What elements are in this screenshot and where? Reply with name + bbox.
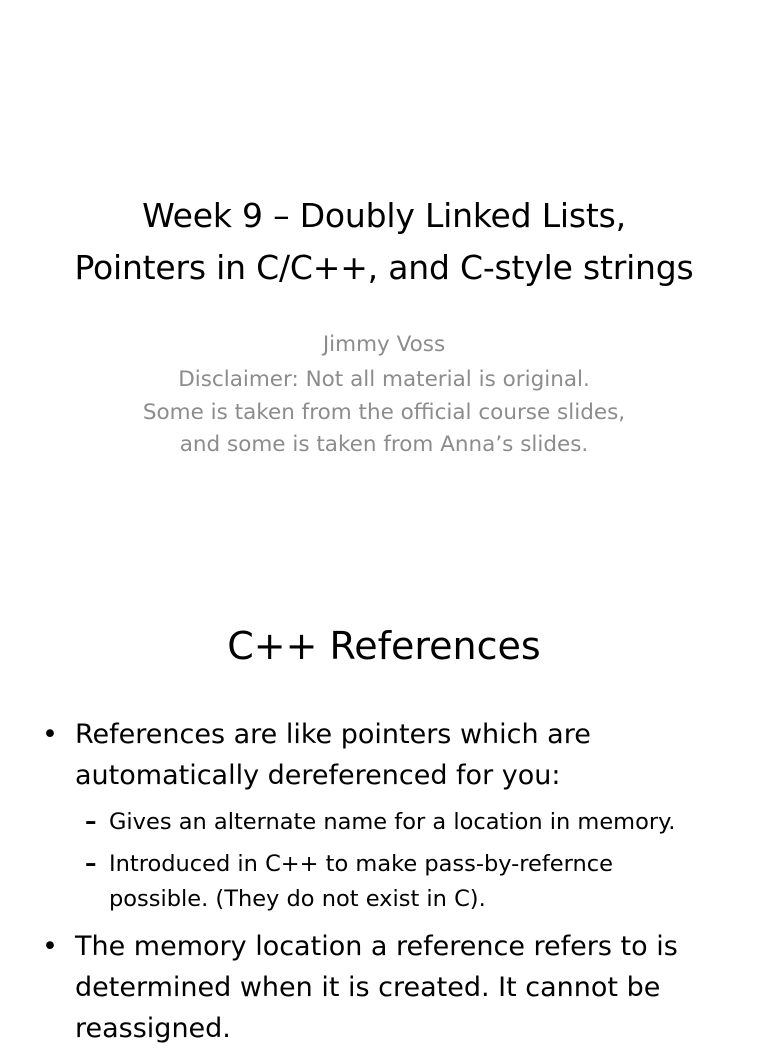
- sub-item-2-line-1: Introduced in C++ to make pass-by-refernce: [109, 851, 613, 877]
- slide-title-line-2: Pointers in C/C++, and C-style strings: [74, 248, 694, 287]
- sub-item-1-line-1: Gives an alternate name for a location in memory.: [109, 809, 676, 835]
- bullet-1-line-1: References are like pointers which are: [75, 719, 591, 750]
- content-slide: [0, 576, 768, 1044]
- disclaimer-line-1: Disclaimer: Not all material is original.: [178, 367, 590, 392]
- bullet-2-line-3: reassigned.: [75, 1013, 231, 1044]
- bullet-2-line-1: The memory location a reference refers to is: [75, 931, 678, 962]
- slide-title: C++ References: [227, 624, 541, 668]
- bullet-2-line-2: determined when it is created. It cannot be: [75, 972, 661, 1003]
- disclaimer-line-3: and some is taken from Anna’s slides.: [179, 432, 589, 457]
- slide-title-line-1: Week 9 – Doubly Linked Lists,: [142, 196, 626, 235]
- bullet-marker: •: [42, 719, 58, 750]
- disclaimer-line-2: Some is taken from the official course slides,: [142, 400, 626, 425]
- bullet-1-line-2: automatically dereferenced for you:: [75, 760, 561, 791]
- sub-item-2-line-2: possible. (They do not exist in C).: [109, 886, 486, 912]
- author-name: Jimmy Voss: [322, 332, 446, 357]
- sub-bullet-marker: –: [85, 809, 97, 835]
- bullet-marker: •: [42, 931, 58, 962]
- sub-bullet-marker: –: [85, 851, 97, 877]
